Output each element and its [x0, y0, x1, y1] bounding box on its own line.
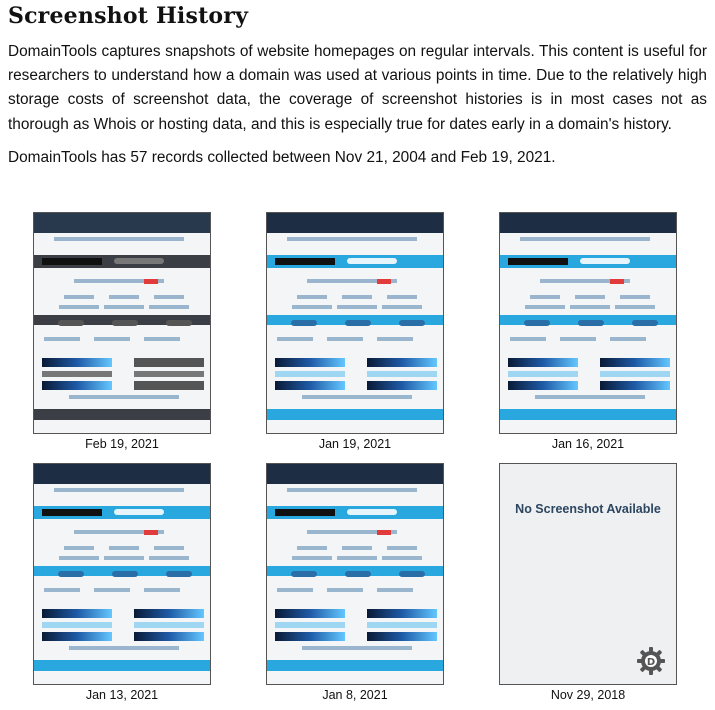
screenshot-thumbnail[interactable] [33, 212, 211, 434]
screenshot-thumbnail[interactable] [33, 463, 211, 685]
screenshot-card[interactable] [499, 463, 677, 702]
screenshot-card[interactable] [33, 212, 211, 451]
screenshot-card[interactable] [266, 212, 444, 451]
no-screenshot-placeholder[interactable] [499, 463, 677, 685]
screenshot-card[interactable] [33, 463, 211, 702]
screenshot-date: Feb 19, 2021 [85, 437, 159, 451]
intro-paragraph: DomainTools captures snapshots of website homepages on regular intervals. This content is useful for researchers to understand how a domain was used at various points in time. Due to the relatively high storage costs of screenshot data, the coverage of screenshot histories is in most cases not as thorough as Whois or hosting data, and this is especially true for dates early in a domain's history. [8, 43, 707, 133]
screenshot-date: Jan 16, 2021 [551, 437, 625, 451]
screenshot-date: Jan 13, 2021 [85, 688, 159, 702]
section-title: Screenshot History [8, 3, 249, 29]
no-screenshot-text: No Screenshot Available [515, 502, 661, 516]
screenshot-thumbnail[interactable] [499, 212, 677, 434]
domaintools-gear-icon [636, 646, 666, 676]
screenshot-card[interactable] [499, 212, 677, 451]
screenshot-date: Nov 29, 2018 [550, 688, 626, 702]
screenshot-date: Jan 19, 2021 [318, 437, 392, 451]
svg-text:D: D [646, 657, 656, 668]
screenshot-date: Jan 8, 2021 [322, 688, 388, 702]
screenshot-thumbnail[interactable] [266, 463, 444, 685]
records-summary: DomainTools has 57 records collected between Nov 21, 2004 and Feb 19, 2021. [8, 148, 556, 166]
screenshot-thumbnail[interactable] [266, 212, 444, 434]
screenshot-card[interactable] [266, 463, 444, 702]
